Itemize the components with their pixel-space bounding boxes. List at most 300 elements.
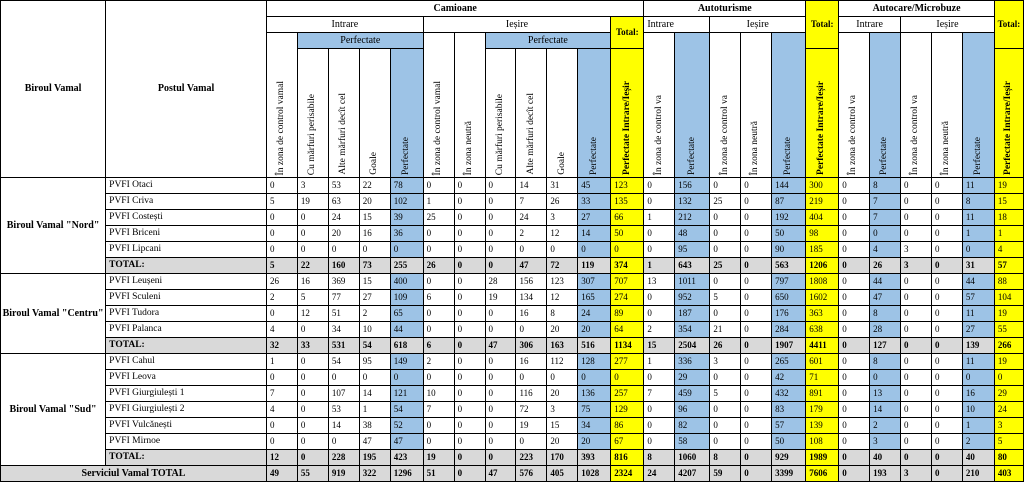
value-cell: 90 bbox=[772, 242, 806, 258]
value-cell: 284 bbox=[772, 322, 806, 338]
value-cell: 0 bbox=[297, 402, 328, 418]
value-cell: 34 bbox=[578, 418, 611, 434]
total-cell: 0 bbox=[741, 450, 772, 466]
value-cell: 0 bbox=[901, 354, 932, 370]
value-cell: 0 bbox=[578, 370, 611, 386]
total-cell: 516 bbox=[578, 338, 611, 354]
value-cell: 8 bbox=[870, 178, 901, 194]
post-name: PVFI Criva bbox=[106, 194, 267, 210]
value-cell: 0 bbox=[485, 418, 516, 434]
total-label: TOTAL: bbox=[106, 258, 267, 274]
value-cell: 64 bbox=[611, 322, 644, 338]
value-cell: 0 bbox=[516, 434, 547, 450]
value-cell: 0 bbox=[454, 386, 485, 402]
value-cell: 300 bbox=[806, 178, 839, 194]
value-cell: 47 bbox=[870, 290, 901, 306]
value-cell: 19 bbox=[994, 306, 1023, 322]
col-perisabile: Cu mărfuri perisabile bbox=[485, 49, 516, 178]
value-cell: 14 bbox=[578, 226, 611, 242]
value-cell: 156 bbox=[516, 274, 547, 290]
value-cell: 19 bbox=[516, 418, 547, 434]
value-cell: 144 bbox=[772, 178, 806, 194]
total-cell: 0 bbox=[839, 258, 870, 274]
value-cell: 15 bbox=[547, 418, 578, 434]
total-cell: 33 bbox=[297, 338, 328, 354]
value-cell: 0 bbox=[994, 370, 1023, 386]
value-cell: 0 bbox=[644, 242, 675, 258]
total-cell: 31 bbox=[962, 258, 994, 274]
total-cell: 255 bbox=[390, 258, 423, 274]
value-cell: 102 bbox=[390, 194, 423, 210]
value-cell: 336 bbox=[675, 354, 710, 370]
value-cell: 0 bbox=[901, 210, 932, 226]
value-cell: 7 bbox=[516, 194, 547, 210]
total-cell: 26 bbox=[423, 258, 454, 274]
value-cell: 0 bbox=[516, 242, 547, 258]
value-cell: 0 bbox=[931, 418, 962, 434]
value-cell: 26 bbox=[547, 194, 578, 210]
value-cell: 136 bbox=[578, 386, 611, 402]
total-cell: 8 bbox=[644, 450, 675, 466]
value-cell: 0 bbox=[839, 290, 870, 306]
value-cell: 11 bbox=[962, 178, 994, 194]
value-cell: 88 bbox=[994, 274, 1023, 290]
value-cell: 1 bbox=[994, 226, 1023, 242]
value-cell: 0 bbox=[297, 386, 328, 402]
value-cell: 0 bbox=[710, 210, 741, 226]
value-cell: 27 bbox=[578, 210, 611, 226]
value-cell: 0 bbox=[644, 178, 675, 194]
value-cell: 0 bbox=[870, 226, 901, 242]
value-cell: 0 bbox=[931, 386, 962, 402]
value-cell: 0 bbox=[710, 418, 741, 434]
value-cell: 0 bbox=[454, 322, 485, 338]
total-cell: 1060 bbox=[675, 450, 710, 466]
value-cell: 192 bbox=[772, 210, 806, 226]
value-cell: 0 bbox=[485, 242, 516, 258]
value-cell: 0 bbox=[931, 226, 962, 242]
total-cell: 127 bbox=[870, 338, 901, 354]
value-cell: 0 bbox=[454, 418, 485, 434]
value-cell: 6 bbox=[423, 290, 454, 306]
value-cell: 0 bbox=[931, 290, 962, 306]
office-name: Biroul Vamal "Centru" bbox=[1, 274, 106, 354]
value-cell: 20 bbox=[547, 386, 578, 402]
table-row bbox=[1, 354, 1024, 370]
total-cell: 0 bbox=[454, 450, 485, 466]
value-cell: 149 bbox=[390, 354, 423, 370]
value-cell: 0 bbox=[390, 370, 423, 386]
total-cell: 0 bbox=[485, 258, 516, 274]
value-cell: 112 bbox=[547, 354, 578, 370]
value-cell: 3 bbox=[297, 178, 328, 194]
value-cell: 21 bbox=[710, 322, 741, 338]
total-cell: 531 bbox=[328, 338, 359, 354]
value-cell: 95 bbox=[359, 354, 390, 370]
col-perisabile: Cu mărfuri perisabile bbox=[297, 49, 328, 178]
grand-total-cell: 919 bbox=[328, 466, 359, 482]
value-cell: 7 bbox=[644, 386, 675, 402]
total-cell: 139 bbox=[962, 338, 994, 354]
value-cell: 27 bbox=[359, 290, 390, 306]
grand-total-cell: 0 bbox=[931, 466, 962, 482]
cars-iesire: Ieșire bbox=[710, 17, 806, 33]
total-cell: 32 bbox=[267, 338, 298, 354]
value-cell: 0 bbox=[454, 354, 485, 370]
value-cell: 0 bbox=[710, 402, 741, 418]
value-cell: 0 bbox=[267, 306, 298, 322]
value-cell: 109 bbox=[390, 290, 423, 306]
value-cell: 0 bbox=[901, 306, 932, 322]
total-cell: 15 bbox=[644, 338, 675, 354]
grand-total-cell: 1296 bbox=[390, 466, 423, 482]
value-cell: 24 bbox=[328, 210, 359, 226]
total-cell: 22 bbox=[297, 258, 328, 274]
trucks-intrare: Intrare bbox=[267, 17, 424, 33]
value-cell: 0 bbox=[423, 226, 454, 242]
value-cell: 0 bbox=[454, 194, 485, 210]
value-cell: 0 bbox=[485, 434, 516, 450]
value-cell: 0 bbox=[741, 178, 772, 194]
value-cell: 0 bbox=[644, 306, 675, 322]
total-cell: 1907 bbox=[772, 338, 806, 354]
value-cell: 0 bbox=[839, 242, 870, 258]
total-cell: 0 bbox=[454, 338, 485, 354]
value-cell: 116 bbox=[516, 386, 547, 402]
table-row bbox=[1, 290, 1024, 306]
total-cell: 0 bbox=[741, 258, 772, 274]
total-cell: 160 bbox=[328, 258, 359, 274]
grand-total-cell: 2324 bbox=[611, 466, 644, 482]
value-cell: 0 bbox=[267, 226, 298, 242]
post-name: PVFI Leușeni bbox=[106, 274, 267, 290]
table-row bbox=[1, 402, 1024, 418]
value-cell: 18 bbox=[994, 210, 1023, 226]
value-cell: 0 bbox=[297, 322, 328, 338]
value-cell: 24 bbox=[994, 402, 1023, 418]
value-cell: 0 bbox=[485, 194, 516, 210]
value-cell: 0 bbox=[839, 274, 870, 290]
value-cell: 4 bbox=[267, 402, 298, 418]
value-cell: 34 bbox=[328, 322, 359, 338]
total-cell: 195 bbox=[359, 450, 390, 466]
value-cell: 0 bbox=[485, 370, 516, 386]
value-cell: 0 bbox=[931, 210, 962, 226]
table-row bbox=[1, 242, 1024, 258]
col-zona-neutra: În zona neutră bbox=[454, 33, 485, 178]
col-alte: Alte mărfuri decît cel bbox=[516, 49, 547, 178]
grand-total-cell: 405 bbox=[547, 466, 578, 482]
value-cell: 29 bbox=[675, 370, 710, 386]
grand-total-cell: 0 bbox=[839, 466, 870, 482]
post-name: PVFI Briceni bbox=[106, 226, 267, 242]
buses-intrare: Intrare bbox=[839, 17, 901, 33]
value-cell: 134 bbox=[516, 290, 547, 306]
total-cell: 25 bbox=[710, 258, 741, 274]
value-cell: 3 bbox=[547, 402, 578, 418]
value-cell: 0 bbox=[710, 306, 741, 322]
post-name: PVFI Vulcănești bbox=[106, 418, 267, 434]
value-cell: 0 bbox=[423, 306, 454, 322]
total-cell: 0 bbox=[931, 450, 962, 466]
value-cell: 0 bbox=[962, 242, 994, 258]
grand-total-cell: 3399 bbox=[772, 466, 806, 482]
value-cell: 3 bbox=[994, 418, 1023, 434]
value-cell: 0 bbox=[267, 210, 298, 226]
value-cell: 24 bbox=[516, 210, 547, 226]
value-cell: 0 bbox=[485, 210, 516, 226]
total-cell: 1 bbox=[644, 258, 675, 274]
value-cell: 0 bbox=[870, 370, 901, 386]
value-cell: 20 bbox=[547, 322, 578, 338]
value-cell: 0 bbox=[962, 370, 994, 386]
value-cell: 83 bbox=[772, 402, 806, 418]
post-name: PVFI Lipcani bbox=[106, 242, 267, 258]
value-cell: 20 bbox=[547, 434, 578, 450]
post-name: PVFI Costești bbox=[106, 210, 267, 226]
value-cell: 400 bbox=[390, 274, 423, 290]
post-name: PVFI Giurgiulești 2 bbox=[106, 402, 267, 418]
value-cell: 0 bbox=[901, 434, 932, 450]
total-cell: 0 bbox=[901, 450, 932, 466]
value-cell: 44 bbox=[390, 322, 423, 338]
value-cell: 121 bbox=[390, 386, 423, 402]
grand-total-cell: 210 bbox=[962, 466, 994, 482]
value-cell: 20 bbox=[328, 226, 359, 242]
value-cell: 10 bbox=[423, 386, 454, 402]
value-cell: 132 bbox=[675, 194, 710, 210]
col-total-ie: Perfectate Intrare/Ieșir bbox=[994, 49, 1023, 178]
value-cell: 8 bbox=[962, 194, 994, 210]
value-cell: 15 bbox=[359, 274, 390, 290]
value-cell: 0 bbox=[901, 386, 932, 402]
value-cell: 11 bbox=[962, 210, 994, 226]
table-row bbox=[1, 178, 1024, 194]
value-cell: 39 bbox=[390, 210, 423, 226]
value-cell: 0 bbox=[741, 274, 772, 290]
value-cell: 257 bbox=[611, 386, 644, 402]
value-cell: 0 bbox=[901, 274, 932, 290]
cars-intrare: Intrare bbox=[644, 17, 710, 33]
total-cell: 393 bbox=[578, 450, 611, 466]
col-zona-control: În zona de control vamal bbox=[267, 33, 298, 178]
value-cell: 156 bbox=[675, 178, 710, 194]
value-cell: 797 bbox=[772, 274, 806, 290]
value-cell: 0 bbox=[423, 242, 454, 258]
value-cell: 42 bbox=[772, 370, 806, 386]
value-cell: 24 bbox=[578, 306, 611, 322]
value-cell: 1 bbox=[423, 194, 454, 210]
value-cell: 212 bbox=[675, 210, 710, 226]
value-cell: 5 bbox=[994, 434, 1023, 450]
grand-total-cell: 4207 bbox=[675, 466, 710, 482]
total-cell: 26 bbox=[710, 338, 741, 354]
col-zona-control-v: În zona de control va bbox=[644, 33, 675, 178]
value-cell: 0 bbox=[901, 370, 932, 386]
value-cell: 0 bbox=[741, 370, 772, 386]
value-cell: 0 bbox=[839, 354, 870, 370]
value-cell: 0 bbox=[901, 226, 932, 242]
value-cell: 7 bbox=[870, 210, 901, 226]
total-cell: 5 bbox=[267, 258, 298, 274]
value-cell: 952 bbox=[675, 290, 710, 306]
col-zona-control-v: În zona de control va bbox=[839, 33, 870, 178]
value-cell: 0 bbox=[644, 226, 675, 242]
value-cell: 0 bbox=[454, 274, 485, 290]
value-cell: 139 bbox=[806, 418, 839, 434]
value-cell: 0 bbox=[901, 402, 932, 418]
value-cell: 0 bbox=[839, 194, 870, 210]
value-cell: 57 bbox=[772, 418, 806, 434]
grand-total-row bbox=[1, 466, 1024, 482]
grand-total-cell: 1028 bbox=[578, 466, 611, 482]
value-cell: 22 bbox=[359, 178, 390, 194]
value-cell: 4 bbox=[870, 242, 901, 258]
value-cell: 0 bbox=[547, 370, 578, 386]
value-cell: 165 bbox=[578, 290, 611, 306]
grand-total-cell: 24 bbox=[644, 466, 675, 482]
value-cell: 123 bbox=[547, 274, 578, 290]
value-cell: 179 bbox=[806, 402, 839, 418]
value-cell: 0 bbox=[516, 322, 547, 338]
value-cell: 87 bbox=[772, 194, 806, 210]
value-cell: 78 bbox=[390, 178, 423, 194]
value-cell: 0 bbox=[423, 434, 454, 450]
value-cell: 0 bbox=[901, 322, 932, 338]
total-cell: 163 bbox=[547, 338, 578, 354]
value-cell: 0 bbox=[297, 354, 328, 370]
table-body bbox=[1, 178, 1024, 482]
value-cell: 8 bbox=[547, 306, 578, 322]
value-cell: 25 bbox=[710, 194, 741, 210]
value-cell: 29 bbox=[994, 386, 1023, 402]
value-cell: 0 bbox=[931, 434, 962, 450]
total-cell: 0 bbox=[931, 258, 962, 274]
value-cell: 0 bbox=[454, 306, 485, 322]
value-cell: 0 bbox=[328, 434, 359, 450]
value-cell: 12 bbox=[547, 290, 578, 306]
office-name: Biroul Vamal "Sud" bbox=[1, 354, 106, 466]
value-cell: 3 bbox=[547, 210, 578, 226]
value-cell: 47 bbox=[359, 434, 390, 450]
value-cell: 47 bbox=[390, 434, 423, 450]
value-cell: 12 bbox=[297, 306, 328, 322]
grand-total-cell: 47 bbox=[485, 466, 516, 482]
value-cell: 0 bbox=[454, 370, 485, 386]
value-cell: 0 bbox=[839, 210, 870, 226]
value-cell: 0 bbox=[297, 418, 328, 434]
value-cell: 0 bbox=[267, 242, 298, 258]
value-cell: 7 bbox=[267, 386, 298, 402]
total-cell: 223 bbox=[516, 450, 547, 466]
value-cell: 25 bbox=[423, 210, 454, 226]
value-cell: 0 bbox=[644, 402, 675, 418]
value-cell: 0 bbox=[901, 418, 932, 434]
total-row bbox=[1, 338, 1024, 354]
value-cell: 38 bbox=[359, 418, 390, 434]
total-cell: 19 bbox=[423, 450, 454, 466]
value-cell: 20 bbox=[578, 322, 611, 338]
col-total-ie: Perfectate Intrare/Ieșir bbox=[611, 49, 644, 178]
value-cell: 16 bbox=[516, 354, 547, 370]
value-cell: 307 bbox=[578, 274, 611, 290]
value-cell: 0 bbox=[710, 242, 741, 258]
value-cell: 0 bbox=[578, 242, 611, 258]
buses-iesire: Ieșire bbox=[901, 17, 995, 33]
value-cell: 52 bbox=[390, 418, 423, 434]
total-buses-header: Total: bbox=[994, 1, 1023, 49]
grand-total-cell: 576 bbox=[516, 466, 547, 482]
value-cell: 0 bbox=[297, 226, 328, 242]
total-cars-header: Total: bbox=[806, 1, 839, 49]
grand-total-cell: 322 bbox=[359, 466, 390, 482]
value-cell: 48 bbox=[675, 226, 710, 242]
total-cell: 80 bbox=[994, 450, 1023, 466]
col-perfectate: Perfectate bbox=[870, 33, 901, 178]
total-cell: 0 bbox=[901, 338, 932, 354]
value-cell: 50 bbox=[772, 434, 806, 450]
value-cell: 3 bbox=[870, 434, 901, 450]
value-cell: 14 bbox=[328, 418, 359, 434]
value-cell: 0 bbox=[267, 370, 298, 386]
value-cell: 0 bbox=[710, 370, 741, 386]
total-cell: 228 bbox=[328, 450, 359, 466]
col-perfectate: Perfectate bbox=[772, 33, 806, 178]
value-cell: 0 bbox=[611, 370, 644, 386]
value-cell: 2 bbox=[267, 290, 298, 306]
total-cell: 73 bbox=[359, 258, 390, 274]
post-header: Postul Vamal bbox=[106, 1, 267, 178]
value-cell: 0 bbox=[839, 434, 870, 450]
value-cell: 0 bbox=[454, 210, 485, 226]
total-cell: 47 bbox=[516, 258, 547, 274]
table-row bbox=[1, 418, 1024, 434]
total-cell: 1134 bbox=[611, 338, 644, 354]
total-cell: 563 bbox=[772, 258, 806, 274]
value-cell: 3 bbox=[901, 242, 932, 258]
value-cell: 129 bbox=[611, 402, 644, 418]
value-cell: 44 bbox=[962, 274, 994, 290]
total-cell: 40 bbox=[962, 450, 994, 466]
value-cell: 11 bbox=[962, 306, 994, 322]
value-cell: 1 bbox=[962, 226, 994, 242]
table-row bbox=[1, 322, 1024, 338]
total-label: TOTAL: bbox=[106, 450, 267, 466]
value-cell: 16 bbox=[962, 386, 994, 402]
total-cell: 72 bbox=[547, 258, 578, 274]
table-row bbox=[1, 210, 1024, 226]
value-cell: 54 bbox=[390, 402, 423, 418]
value-cell: 14 bbox=[359, 386, 390, 402]
value-cell: 0 bbox=[485, 402, 516, 418]
grand-total-cell: 55 bbox=[297, 466, 328, 482]
post-name: PVFI Otaci bbox=[106, 178, 267, 194]
value-cell: 1011 bbox=[675, 274, 710, 290]
col-zona-neutra: În zona neutră bbox=[741, 33, 772, 178]
value-cell: 601 bbox=[806, 354, 839, 370]
value-cell: 135 bbox=[611, 194, 644, 210]
value-cell: 0 bbox=[931, 354, 962, 370]
col-goale: Goale bbox=[547, 49, 578, 178]
value-cell: 15 bbox=[359, 210, 390, 226]
total-cell: 0 bbox=[741, 338, 772, 354]
value-cell: 0 bbox=[454, 290, 485, 306]
value-cell: 19 bbox=[297, 194, 328, 210]
value-cell: 0 bbox=[710, 178, 741, 194]
value-cell: 57 bbox=[962, 290, 994, 306]
value-cell: 0 bbox=[485, 322, 516, 338]
total-cell: 1206 bbox=[806, 258, 839, 274]
